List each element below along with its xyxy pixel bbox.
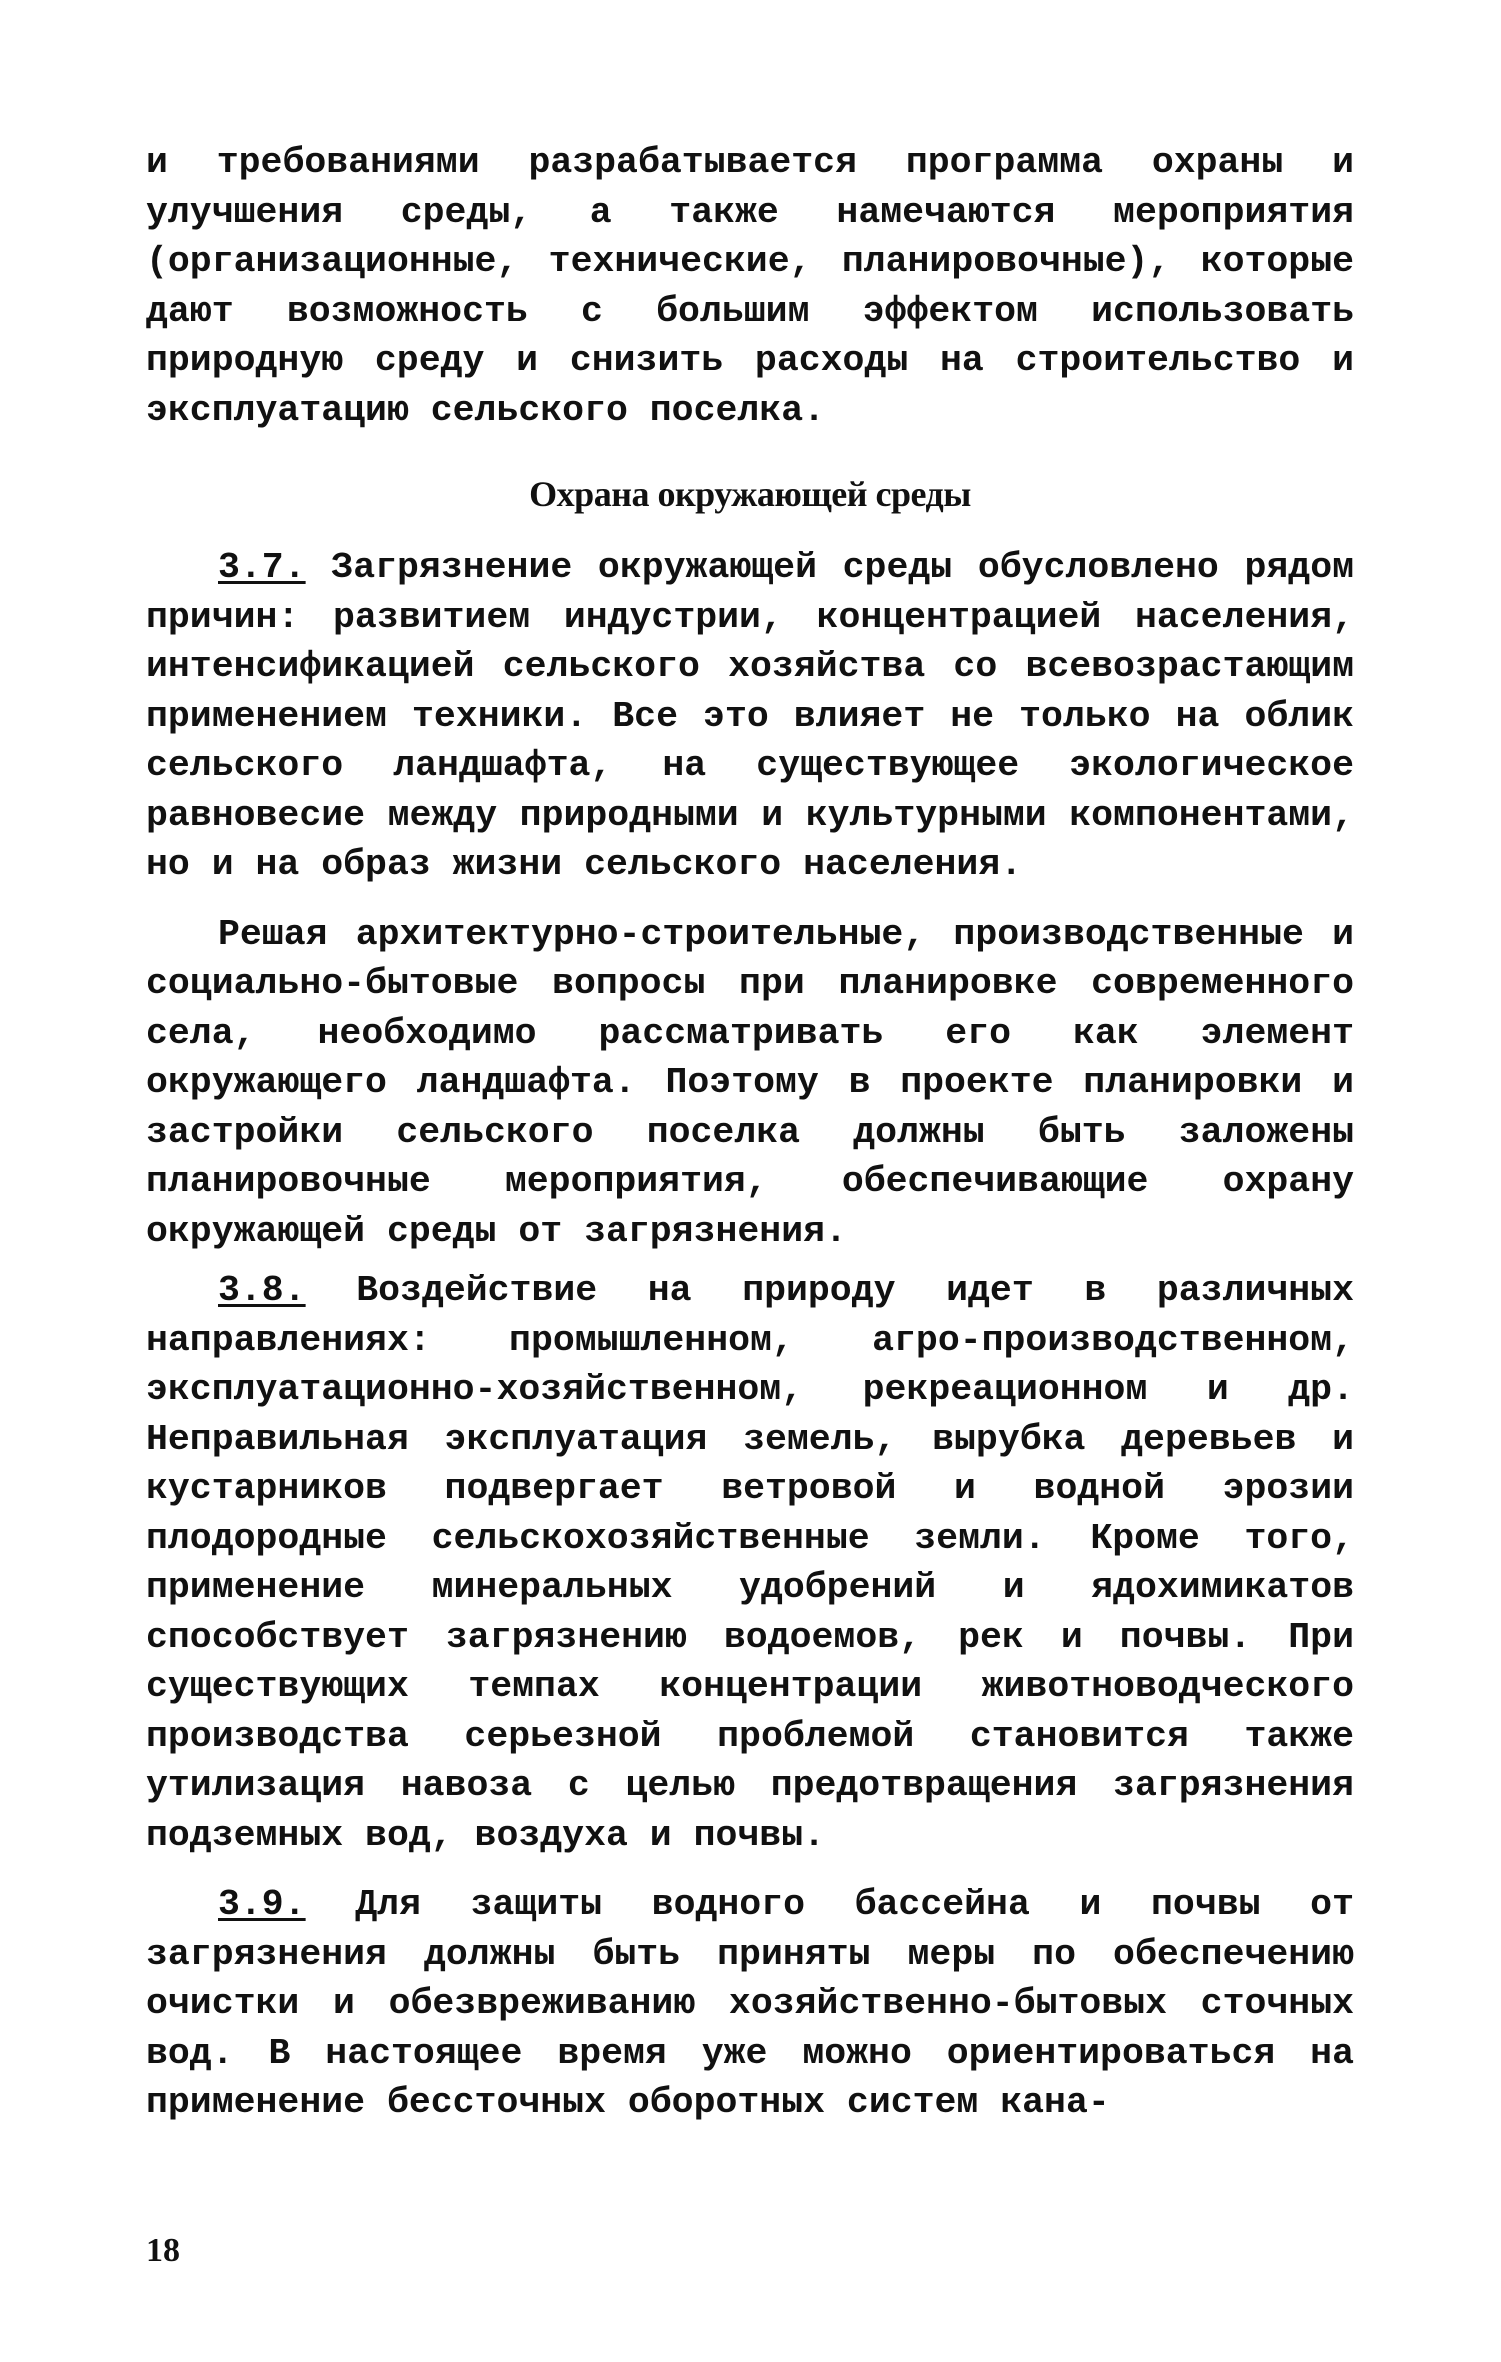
- page-body: [146, 138, 1354, 2128]
- page-number: 18: [146, 2232, 180, 2269]
- section-heading: Охрана окружающей среды: [529, 474, 971, 514]
- paragraph-text: Решая архитектурно-строительные, производственные и социально-бытовые вопросы при планировке современного села, необходимо рассматривать его как элемент окружающего ландшафта. Поэтому в проекте планировки и застройки сельского поселка должны быть заложены планировочные мероприятия, обеспечивающие охрану окружающей среды от загрязнения.: [146, 913, 1354, 1252]
- paragraph-text: Для защиты водного бассейна и почвы от загрязнения должны быть приняты меры по обеспечению очистки и обезвреживанию хозяйственно-бытовых сточных вод. В настоящее время уже можно ориентироваться на применение бессточных оборотных систем кана-: [146, 1884, 1354, 2123]
- paragraph-text: Воздействие на природу идет в различных направлениях: промышленном, агро-производственном, эксплуатационно-хозяйственном, рекреационном и др. Неправильная эксплуатация земель, вырубка деревьев и кустарников подвергает ветровой и водной эрозии плодородные сельскохозяйственные земли. Кроме того, применение минеральных удобрений и ядохимикатов способствует загрязнению водоемов, рек и почвы. При существующих темпах концентрации животноводческого производства серьезной проблемой становится также утилизация навоза с целью предотвращения загрязнения подземных вод, воздуха и почвы.: [146, 1270, 1354, 1856]
- paragraph-3-7: [146, 543, 1354, 890]
- continuation-paragraph: и требованиями разрабатывается программа охраны и улучшения среды, а также намечаются мероприятия (организационные, технические, планировочные), которые дают возможность с большим эффектом использовать природную среду и снизить расходы на строительство и эксплуатацию сельского поселка.: [146, 142, 1354, 431]
- paragraph-number: 3.8.: [218, 1270, 306, 1311]
- paragraph-number: 3.9.: [218, 1884, 306, 1925]
- paragraph-unnumbered: [146, 910, 1354, 1257]
- paragraph-3-9: [146, 1880, 1354, 2128]
- paragraph-number: 3.7.: [218, 547, 306, 588]
- paragraph-3-8: [146, 1266, 1354, 1860]
- paragraph-text: Загрязнение окружающей среды обусловлено рядом причин: развитием индустрии, концентрацией населения, интенсификацией сельского хозяйства со всевозрастающим применением техники. Все это влияет не только на облик сельского ландшафта, на существующее экологическое равновесие между природными и культурными компонентами, но и на образ жизни сельского населения.: [146, 547, 1354, 885]
